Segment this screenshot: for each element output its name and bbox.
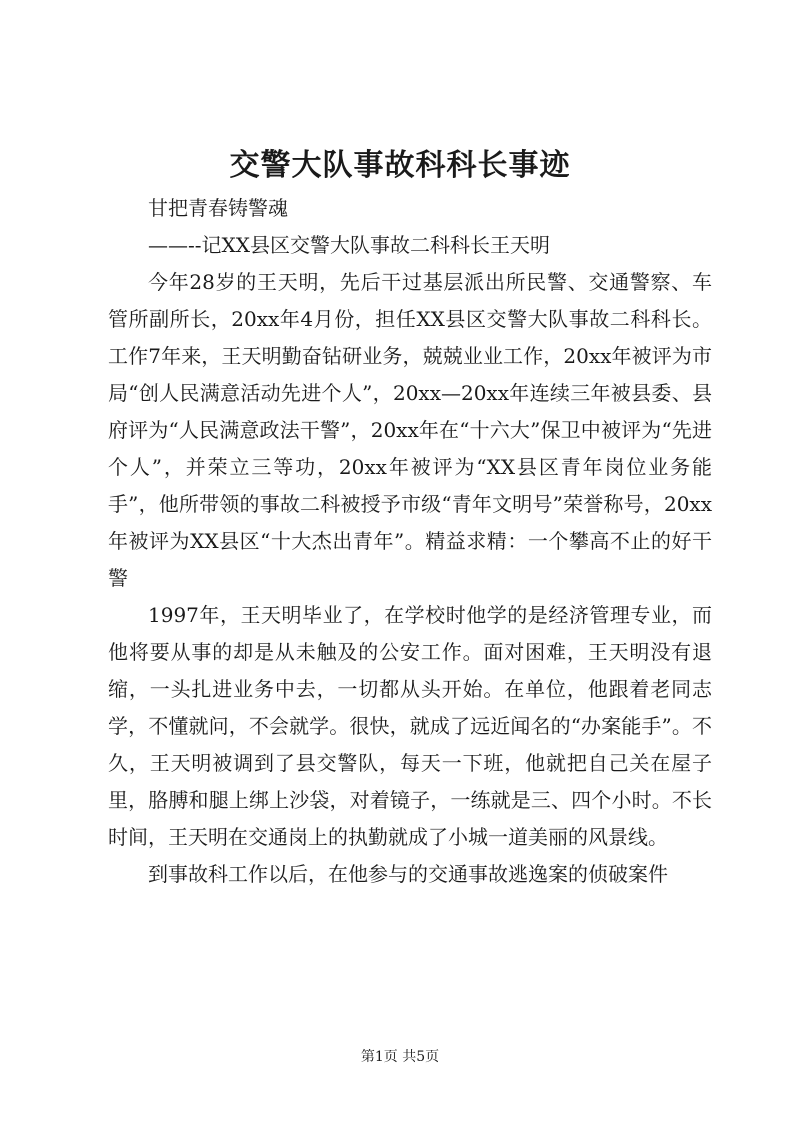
document-title: 交警大队事故科科长事迹	[229, 148, 571, 183]
byline-paragraph: ——--记XX县区交警大队事故二科科长王天明	[148, 233, 550, 257]
subtitle-paragraph: 甘把青春铸警魂	[148, 196, 288, 220]
body-paragraph: 今年28岁的王天明，先后干过基层派出所民警、交通警察、车管所副所长，20xx年4月份，担任XX县区交警大队事故二科科长。工作7年来，王天明勤奋钻研业务，兢兢业业工作，20xx年被评为市局“创人民满意活动先进个人”，20xx—20xx年连续三年被县委、县府评为“人民满意政法干警”，20xx年在“十六大”保卫中被评为“先进个人”，并荣立三等功，20xx年被评为“XX县区青年岗位业务能手”，他所带领的事故二科被授予市级“青年文明号”荣誉称号，20xx年被评为XX县区“十大杰出青年”。精益求精：一个攀高不止的好干警	[108, 270, 712, 590]
page-footer: 第1页 共5页	[360, 1049, 440, 1065]
document-body	[108, 190, 712, 893]
body-paragraph: 到事故科工作以后，在他参与的交通事故逃逸案的侦破案件	[148, 862, 668, 886]
body-paragraph: 1997年，王天明毕业了，在学校时他学的是经济管理专业，而他将要从事的却是从未触及的公安工作。面对困难，王天明没有退缩，一头扎进业务中去，一切都从头开始。在单位，他跟着老同志学，不懂就问，不会就学。很快，就成了远近闻名的“办案能手”。不久，王天明被调到了县交警队，每天一下班，他就把自己关在屋子里，胳膊和腿上绑上沙袋，对着镜子，一练就是三、四个小时。不长时间，王天明在交通岗上的执勤就成了小城一道美丽的风景线。	[108, 603, 712, 849]
